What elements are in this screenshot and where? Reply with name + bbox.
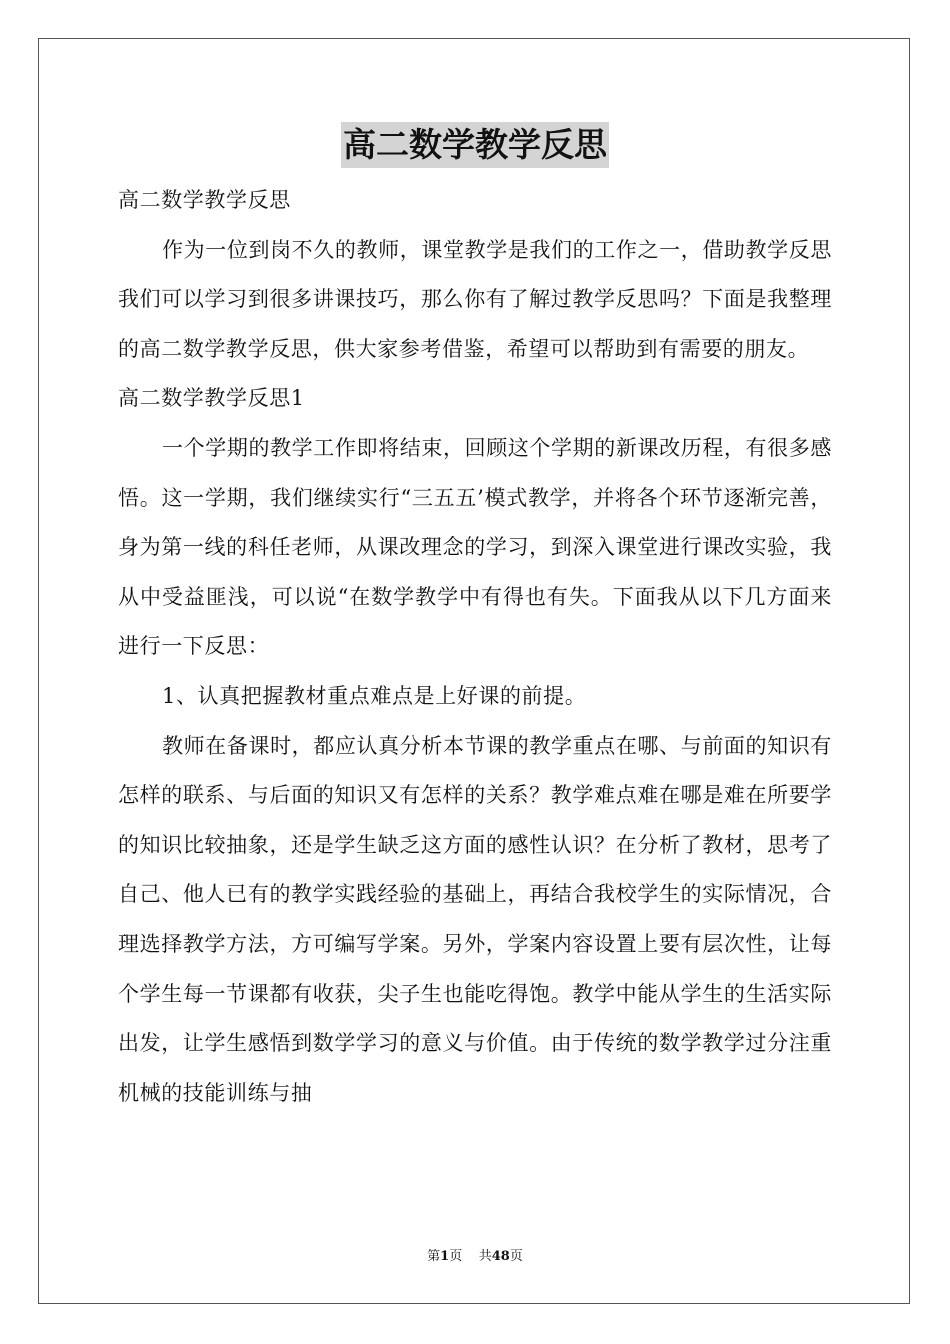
title-area: [0, 122, 950, 168]
page-footer: [0, 1248, 950, 1266]
footer-total-prefix: 共: [478, 1249, 492, 1264]
document-title: 高二数学教学反思: [341, 122, 609, 168]
paragraph: 1、认真把握教材重点难点是上好课的前提。: [162, 683, 587, 708]
document-body: [118, 176, 832, 1118]
footer-total-suffix: 页: [509, 1249, 523, 1264]
footer-total-pages: 48: [491, 1249, 510, 1264]
paragraph: 作为一位到岗不久的教师，课堂教学是我们的工作之一，借助教学反思我们可以学习到很多讲课技巧，那么你有了解过教学反思吗？下面是我整理的高二数学教学反思，供大家参考借鉴，希望可以帮助到有需要的朋友。: [118, 237, 832, 361]
footer-page-suffix: 页: [449, 1249, 463, 1264]
footer-page-number: 1: [440, 1249, 450, 1264]
paragraph: 教师在备课时，都应认真分析本节课的教学重点在哪、与前面的知识有怎样的联系、与后面的知识又有怎样的关系？教学难点难在哪是难在所要学的知识比较抽象，还是学生缺乏这方面的感性认识？在分析了教材，思考了自己、他人已有的教学实践经验的基础上，再结合我校学生的实际情况，合理选择教学方法，方可编写学案。另外，学案内容设置上要有层次性，让每个学生每一节课都有收获，尖子生也能吃得饱。教学中能从学生的生活实际出发，让学生感悟到数学学习的意义与价值。由于传统的数学教学过分注重机械的技能训练与抽: [118, 733, 832, 1105]
paragraph: 高二数学教学反思: [118, 188, 291, 212]
paragraph: 高二数学教学反思1: [118, 386, 305, 411]
footer-page-prefix: 第: [427, 1249, 441, 1264]
paragraph: 一个学期的教学工作即将结束，回顾这个学期的新课改历程，有很多感悟。这一学期，我们继续实行“三五五’模式教学，并将各个环节逐渐完善，身为第一线的科任老师，从课改理念的学习，到深入课堂进行课改实验，我从中受益匪浅，可以说“在数学教学中有得也有失。下面我从以下几方面来进行一下反思：: [118, 435, 832, 659]
